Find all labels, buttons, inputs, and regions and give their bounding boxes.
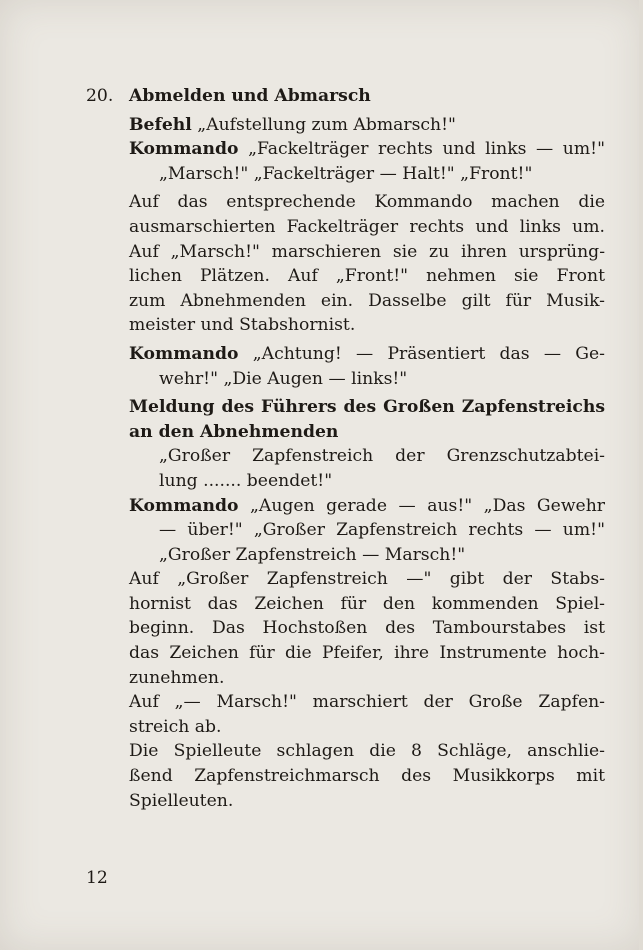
kommando-2-label: Kommando: [129, 343, 239, 364]
befehl-line: [129, 113, 605, 138]
meldung-heading: Meldung des Führers des Großen Zapfenstreichs an den Abnehmenden: [129, 397, 605, 442]
section-number: 20.: [86, 86, 114, 106]
paragraph-4: Die Spielleute schlagen die 8 Schläge, anschlie- ßend Zapfenstreichmarsch des Musikkorps mit Spielleuten.: [129, 741, 605, 811]
page-number: 12: [86, 868, 108, 888]
paragraph-2: Auf „Großer Zapfenstreich —" gibt der Stabs- hornist das Zeichen für den kommenden Spiel- beginn. Das Hochstoßen des Tambourstabes ist das Zeichen für die Pfeifer, ihre Instrumente hoch- zunehmen.: [129, 569, 605, 688]
paragraph-1: Auf das entsprechende Kommando machen die ausmarschierten Fackelträger rechts und links um. Auf „Marsch!" marschieren sie zu ihren ursprüng- lichen Plätzen. Auf „Front!" nehmen sie Front zum Abnehmenden ein. Dasselbe gilt für Musik- meister und Stabshornist.: [129, 192, 605, 336]
kommando-3-line-1: Kommando „Augen gerade — aus!" „Das Gewehr: [129, 495, 605, 516]
page-body: [129, 84, 605, 813]
section-title: Abmelden und Abmarsch: [129, 86, 371, 106]
befehl-label: Befehl: [129, 114, 192, 135]
paragraph-3: Auf „— Marsch!" marschiert der Große Zapfen- streich ab.: [129, 692, 605, 737]
befehl-text: „Aufstellung zum Abmarsch!": [197, 114, 456, 135]
meldung-text: „Großer Zapfenstreich der Grenzschutzabtei- lung ....... beendet!": [159, 446, 605, 491]
kommando-3-label: Kommando: [129, 495, 239, 516]
kommando-1-label: Kommando: [129, 139, 239, 160]
kommando-3-line-3: „Großer Zapfenstreich — Marsch!": [159, 544, 466, 565]
kommando-1-line-2: „Marsch!" „Fackelträger — Halt!" „Front!": [159, 163, 533, 184]
page-edge: [639, 0, 643, 950]
kommando-2-line-1: Kommando „Achtung! — Präsentiert das — Ge-: [129, 343, 605, 364]
kommando-3-line-2: — über!" „Großer Zapfenstreich rechts — um!": [159, 520, 605, 541]
kommando-2-line-2: wehr!" „Die Augen — links!": [159, 368, 408, 389]
kommando-1-line-1: Kommando „Fackelträger rechts und links — um!": [129, 139, 605, 160]
